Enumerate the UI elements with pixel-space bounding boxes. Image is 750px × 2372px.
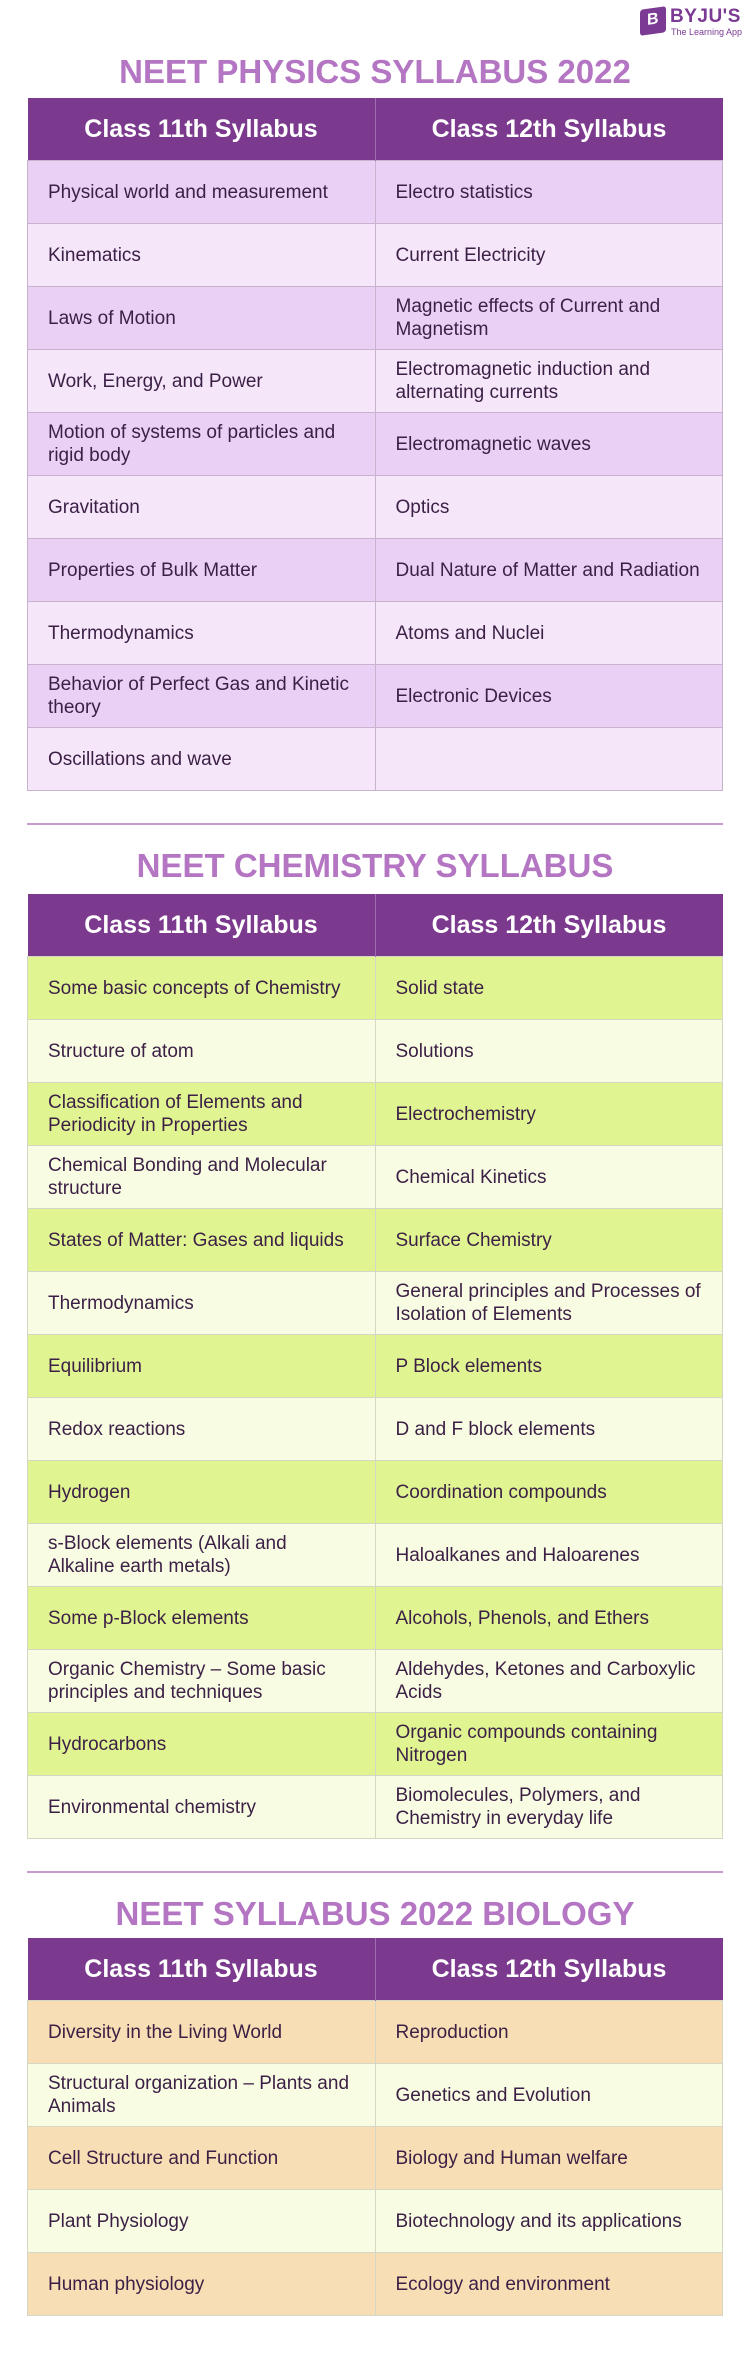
class-11-topic: Organic Chemistry – Some basic principles and techniques: [28, 1650, 376, 1713]
class-12-topic: Organic compounds containing Nitrogen: [375, 1713, 723, 1776]
section-divider: [27, 823, 723, 825]
column-header: Class 12th Syllabus: [375, 1938, 723, 2001]
table-row: [28, 476, 723, 539]
table-row: [28, 1776, 723, 1839]
class-12-topic: Haloalkanes and Haloarenes: [375, 1524, 723, 1587]
biology-title: NEET SYLLABUS 2022 BIOLOGY: [115, 1895, 635, 1932]
table-row: [28, 287, 723, 350]
brand-name: BYJU'S: [670, 6, 741, 27]
table-row: [28, 539, 723, 602]
column-header: Class 11th Syllabus: [28, 894, 376, 957]
class-12-topic: Solid state: [375, 957, 723, 1020]
class-11-topic: Equilibrium: [28, 1335, 376, 1398]
table-row: [28, 2127, 723, 2190]
chemistry-table: [27, 894, 723, 1839]
class-11-topic: Motion of systems of particles and rigid body: [28, 413, 376, 476]
table-row: [28, 1209, 723, 1272]
class-11-topic: Properties of Bulk Matter: [28, 539, 376, 602]
class-11-topic: Some p-Block elements: [28, 1587, 376, 1650]
class-12-topic: Biotechnology and its applications: [375, 2190, 723, 2253]
class-11-topic: Environmental chemistry: [28, 1776, 376, 1839]
class-11-topic: Thermodynamics: [28, 602, 376, 665]
class-12-topic: Atoms and Nuclei: [375, 602, 723, 665]
class-11-topic: Plant Physiology: [28, 2190, 376, 2253]
table-row: [28, 1650, 723, 1713]
class-12-topic: Chemical Kinetics: [375, 1146, 723, 1209]
table-header-row: [28, 894, 723, 957]
class-11-topic: Thermodynamics: [28, 1272, 376, 1335]
biology-table: [27, 1938, 723, 2316]
table-row: [28, 1146, 723, 1209]
chemistry-title: NEET CHEMISTRY SYLLABUS: [136, 847, 614, 884]
class-12-topic: Biomolecules, Polymers, and Chemistry in everyday life: [375, 1776, 723, 1839]
table-row: [28, 1020, 723, 1083]
table-row: [28, 2001, 723, 2064]
class-11-topic: States of Matter: Gases and liquids: [28, 1209, 376, 1272]
table-row: [28, 2190, 723, 2253]
class-12-topic: Solutions: [375, 1020, 723, 1083]
table-row: [28, 1461, 723, 1524]
table-row: [28, 350, 723, 413]
class-12-topic: Electromagnetic induction and alternating currents: [375, 350, 723, 413]
table-row: [28, 602, 723, 665]
brand-tagline: The Learning App: [671, 27, 743, 37]
class-12-topic: Coordination compounds: [375, 1461, 723, 1524]
class-12-topic: Dual Nature of Matter and Radiation: [375, 539, 723, 602]
class-12-topic: Alcohols, Phenols, and Ethers: [375, 1587, 723, 1650]
table-row: [28, 1272, 723, 1335]
table-row: [28, 413, 723, 476]
class-11-topic: Oscillations and wave: [28, 728, 376, 791]
class-12-topic: D and F block elements: [375, 1398, 723, 1461]
class-12-topic: Reproduction: [375, 2001, 723, 2064]
class-12-topic: Surface Chemistry: [375, 1209, 723, 1272]
class-11-topic: Human physiology: [28, 2253, 376, 2316]
table-row: [28, 1083, 723, 1146]
class-11-topic: Gravitation: [28, 476, 376, 539]
table-header-row: [28, 98, 723, 161]
table-row: [28, 1398, 723, 1461]
class-12-topic: Biology and Human welfare: [375, 2127, 723, 2190]
class-11-topic: Redox reactions: [28, 1398, 376, 1461]
class-12-topic: Electromagnetic waves: [375, 413, 723, 476]
table-row: [28, 1587, 723, 1650]
class-12-topic: Magnetic effects of Current and Magnetism: [375, 287, 723, 350]
column-header: Class 12th Syllabus: [375, 98, 723, 161]
class-12-topic: Genetics and Evolution: [375, 2064, 723, 2127]
class-11-topic: Behavior of Perfect Gas and Kinetic theory: [28, 665, 376, 728]
class-12-topic: Current Electricity: [375, 224, 723, 287]
class-11-topic: Classification of Elements and Periodicity in Properties: [28, 1083, 376, 1146]
table-row: [28, 1335, 723, 1398]
class-11-topic: Some basic concepts of Chemistry: [28, 957, 376, 1020]
table-row: [28, 1713, 723, 1776]
class-12-topic: Optics: [375, 476, 723, 539]
column-header: Class 11th Syllabus: [28, 98, 376, 161]
table-row: [28, 665, 723, 728]
class-11-topic: Structure of atom: [28, 1020, 376, 1083]
class-12-topic: Electro statistics: [375, 161, 723, 224]
table-row: [28, 224, 723, 287]
table-row: [28, 1524, 723, 1587]
byjus-logo: [640, 6, 748, 38]
table-row: [28, 161, 723, 224]
class-11-topic: Kinematics: [28, 224, 376, 287]
byjus-logo-icon: [640, 6, 666, 36]
class-11-topic: Hydrocarbons: [28, 1713, 376, 1776]
class-11-topic: Structural organization – Plants and Animals: [28, 2064, 376, 2127]
class-11-topic: Chemical Bonding and Molecular structure: [28, 1146, 376, 1209]
table-header-row: [28, 1938, 723, 2001]
column-header: Class 11th Syllabus: [28, 1938, 376, 2001]
physics-table: [27, 98, 723, 791]
column-header: Class 12th Syllabus: [375, 894, 723, 957]
class-12-topic: General principles and Processes of Isolation of Elements: [375, 1272, 723, 1335]
class-12-topic: Aldehydes, Ketones and Carboxylic Acids: [375, 1650, 723, 1713]
table-row: [28, 957, 723, 1020]
class-11-topic: s-Block elements (Alkali and Alkaline earth metals): [28, 1524, 376, 1587]
table-row: [28, 2064, 723, 2127]
class-11-topic: Cell Structure and Function: [28, 2127, 376, 2190]
class-12-topic: Ecology and environment: [375, 2253, 723, 2316]
class-11-topic: Physical world and measurement: [28, 161, 376, 224]
class-11-topic: Hydrogen: [28, 1461, 376, 1524]
table-row: [28, 2253, 723, 2316]
class-12-topic: P Block elements: [375, 1335, 723, 1398]
class-12-topic: Electronic Devices: [375, 665, 723, 728]
section-divider: [27, 1871, 723, 1873]
class-11-topic: Laws of Motion: [28, 287, 376, 350]
class-12-topic: [375, 728, 723, 791]
class-11-topic: Diversity in the Living World: [28, 2001, 376, 2064]
class-11-topic: Work, Energy, and Power: [28, 350, 376, 413]
physics-title: NEET PHYSICS SYLLABUS 2022: [119, 53, 631, 90]
table-row: [28, 728, 723, 791]
class-12-topic: Electrochemistry: [375, 1083, 723, 1146]
